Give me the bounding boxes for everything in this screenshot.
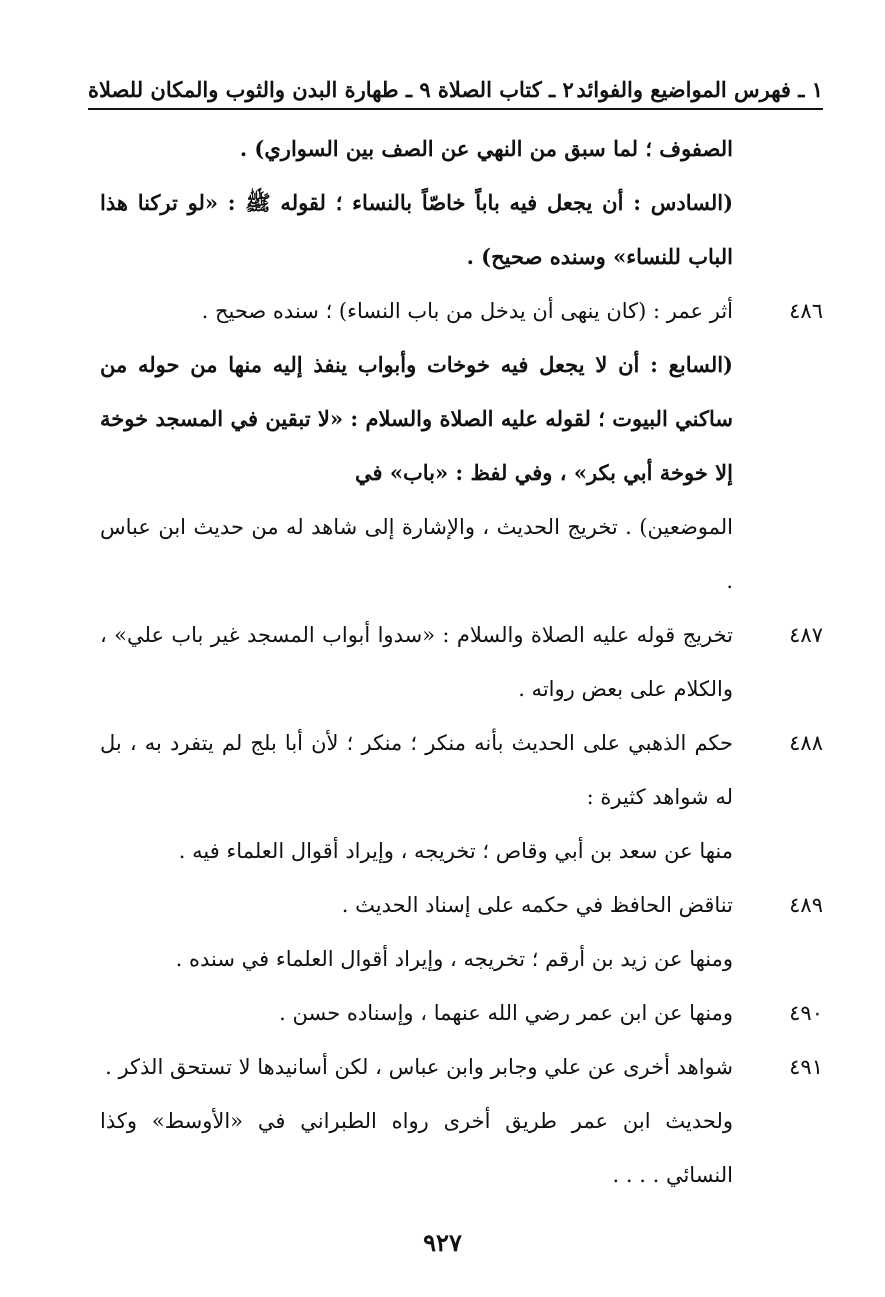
running-header (88, 58, 823, 102)
numbered-entry (100, 986, 823, 1040)
entry-text (100, 122, 823, 176)
entry-number: ٤٨٦ (789, 299, 823, 323)
numbered-entry (100, 878, 823, 932)
entry-body: (السادس : أن يجعل فيه باباً خاصّاً بالنساء ؛ لقوله ﷺ : «لو تركنا هذا الباب للنساء» وسنده صحيح) . (100, 190, 733, 269)
entry-text (100, 500, 823, 608)
numbered-entry (100, 716, 823, 824)
entry-body: الموضعين) . تخريج الحديث ، والإشارة إلى شاهد له من حديث ابن عباس . (100, 515, 733, 593)
entry-body: تخريج قوله عليه الصلاة والسلام : «سدوا أبواب المسجد غير باب علي» ، والكلام على بعض رواته . (100, 623, 733, 701)
numbered-entry (100, 608, 823, 716)
index-entries (100, 122, 823, 1202)
entry-number: ٤٨٧ (789, 623, 823, 647)
entry-body: ومنها عن ابن عمر رضي الله عنهما ، وإسناده حسن . (279, 1001, 733, 1025)
header-divider (88, 108, 823, 110)
numbered-entry (100, 1040, 823, 1094)
entry-body: الصفوف ؛ لما سبق من النهي عن الصف بين السواري) . (239, 136, 733, 161)
entry-body: تناقض الحافظ في حكمه على إسناد الحديث . (341, 893, 733, 917)
entry-text (100, 176, 823, 284)
entry-body: منها عن سعد بن أبي وقاص ؛ تخريجه ، وإيراد أقوال العلماء فيه . (178, 839, 733, 863)
entry-text (100, 338, 823, 500)
entry-number: ٤٨٨ (789, 731, 823, 755)
entry-body: أثر عمر : (كان ينهى أن يدخل من باب النساء) ؛ سنده صحيح . (201, 299, 733, 323)
entry-text (100, 932, 823, 986)
header-right-title: ١ ـ فهرس المواضيع والفوائد (576, 77, 823, 102)
numbered-entry (100, 284, 823, 338)
header-left-title: ٢ ـ كتاب الصلاة ٩ ـ طهارة البدن والثوب والمكان للصلاة (88, 77, 574, 102)
page-number: ٩٢٧ (423, 1228, 462, 1257)
entry-body: شواهد أخرى عن علي وجابر وابن عباس ، لكن أسانيدها لا تستحق الذكر . (105, 1055, 733, 1079)
entry-text (100, 1094, 823, 1202)
entry-text (100, 824, 823, 878)
entry-body: (السابع : أن لا يجعل فيه خوخات وأبواب ينفذ إليه منها من حوله من ساكني البيوت ؛ لقوله عليه الصلاة والسلام : «لا تبقين في المسجد خوخة إلا خوخة أبي بكر» ، وفي لفظ : «باب» في (100, 352, 733, 485)
entry-number: ٤٩١ (789, 1055, 823, 1079)
entry-body: ولحديث ابن عمر طريق أخرى رواه الطبراني في «الأوسط» وكذا النسائي . . . . (100, 1109, 733, 1187)
entry-body: ومنها عن زيد بن أرقم ؛ تخريجه ، وإيراد أقوال العلماء في سنده . (175, 947, 733, 971)
entry-number: ٤٨٩ (789, 893, 823, 917)
entry-body: حكم الذهبي على الحديث بأنه منكر ؛ منكر ؛ لأن أبا بلج لم يتفرد به ، بل له شواهد كثيرة : (100, 731, 733, 809)
entry-number: ٤٩٠ (789, 1001, 823, 1025)
